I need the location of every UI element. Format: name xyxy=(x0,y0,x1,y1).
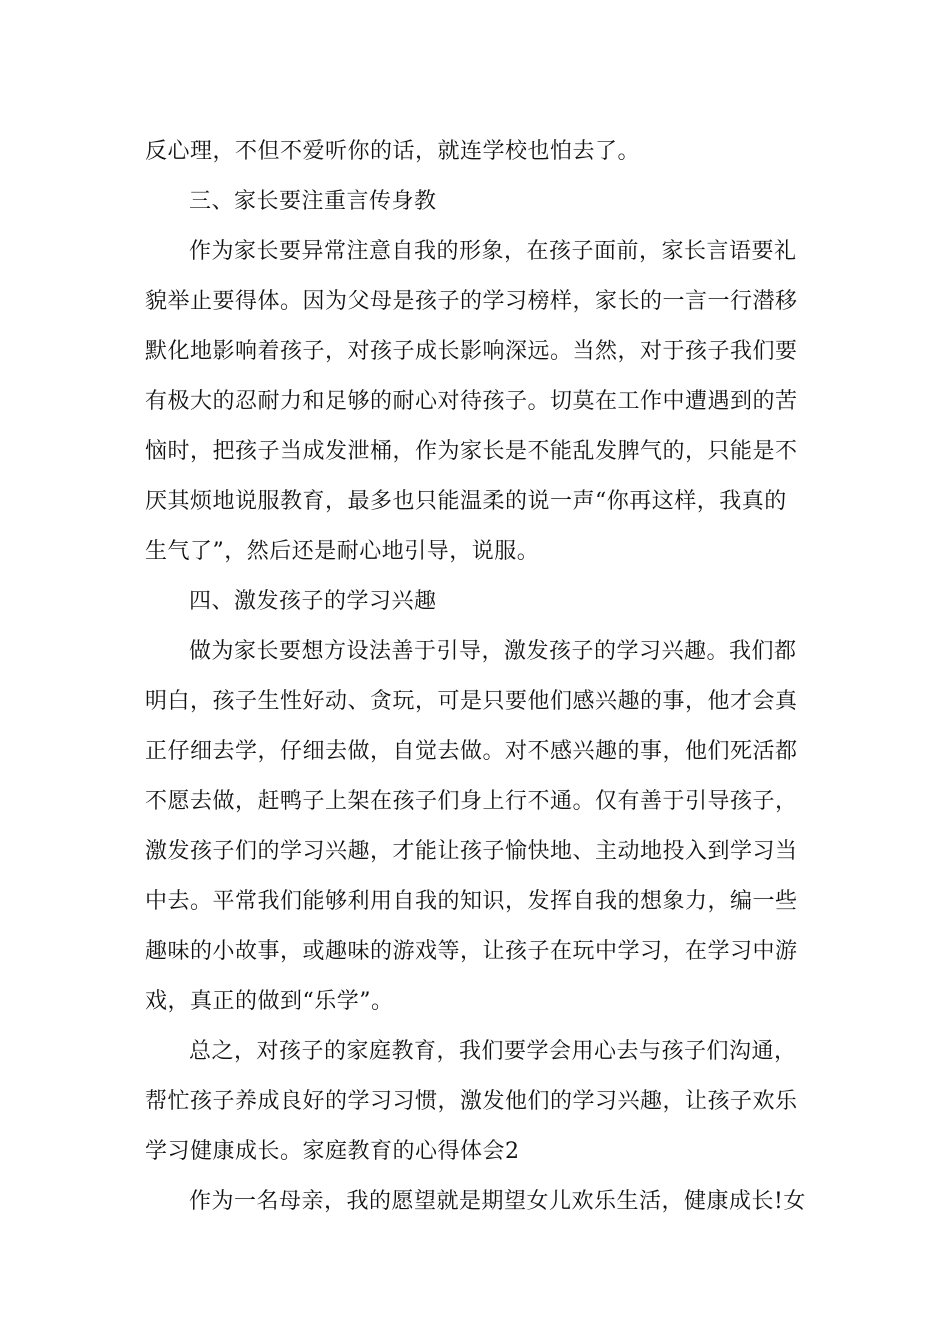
document-body xyxy=(145,127,809,1227)
text-line: 正仔细去学，仔细去做，自觉去做。对不感兴趣的事，他们死活都 xyxy=(145,739,798,764)
text-line: 做为家长要想方设法善于引导，激发孩子的学习兴趣。我们都 xyxy=(189,639,797,664)
text-line: 学习健康成长。家庭教育的心得体会2 xyxy=(145,1139,520,1164)
text-line: 恼时，把孩子当成发泄桶，作为家长是不能乱发脾气的，只能是不 xyxy=(145,439,798,464)
text-line: 总之，对孩子的家庭教育，我们要学会用心去与孩子们沟通， xyxy=(189,1039,797,1064)
text-line: 生气了”，然后还是耐心地引导，说服。 xyxy=(145,539,540,564)
text-line: 有极大的忍耐力和足够的耐心对待孩子。切莫在工作中遭遇到的苦 xyxy=(145,389,798,414)
text-line: 激发孩子们的学习兴趣，才能让孩子愉快地、主动地投入到学习当 xyxy=(145,839,798,864)
text-line: 趣味的小故事，或趣味的游戏等，让孩子在玩中学习，在学习中游 xyxy=(145,939,798,964)
text-line: 作为家长要异常注意自我的形象，在孩子面前，家长言语要礼 xyxy=(189,239,797,264)
text-line: 中去。平常我们能够利用自我的知识，发挥自我的想象力，编一些 xyxy=(145,889,798,914)
text-line: 明白，孩子生性好动、贪玩，可是只要他们感兴趣的事，他才会真 xyxy=(145,689,798,714)
text-line: 不愿去做，赶鸭子上架在孩子们身上行不通。仅有善于引导孩子， xyxy=(145,789,798,814)
text-line: 帮忙孩子养成良好的学习习惯，激发他们的学习兴趣，让孩子欢乐 xyxy=(145,1089,798,1114)
section-heading: 三、家长要注重言传身教 xyxy=(189,189,437,214)
text-line: 貌举止要得体。因为父母是孩子的学习榜样，家长的一言一行潜移 xyxy=(145,289,798,314)
text-line: 反心理，不但不爱听你的话，就连学校也怕去了。 xyxy=(145,139,641,164)
text-line: 厌其烦地说服教育，最多也只能温柔的说一声“你再这样，我真的 xyxy=(145,489,787,514)
text-line: 默化地影响着孩子，对孩子成长影响深远。当然，对于孩子我们要 xyxy=(145,339,798,364)
text-line: 作为一名母亲，我的愿望就是期望女儿欢乐生活，健康成长!女 xyxy=(189,1189,806,1214)
text-line: 戏，真正的做到“乐学”。 xyxy=(145,989,394,1014)
section-heading: 四、激发孩子的学习兴趣 xyxy=(189,589,437,614)
